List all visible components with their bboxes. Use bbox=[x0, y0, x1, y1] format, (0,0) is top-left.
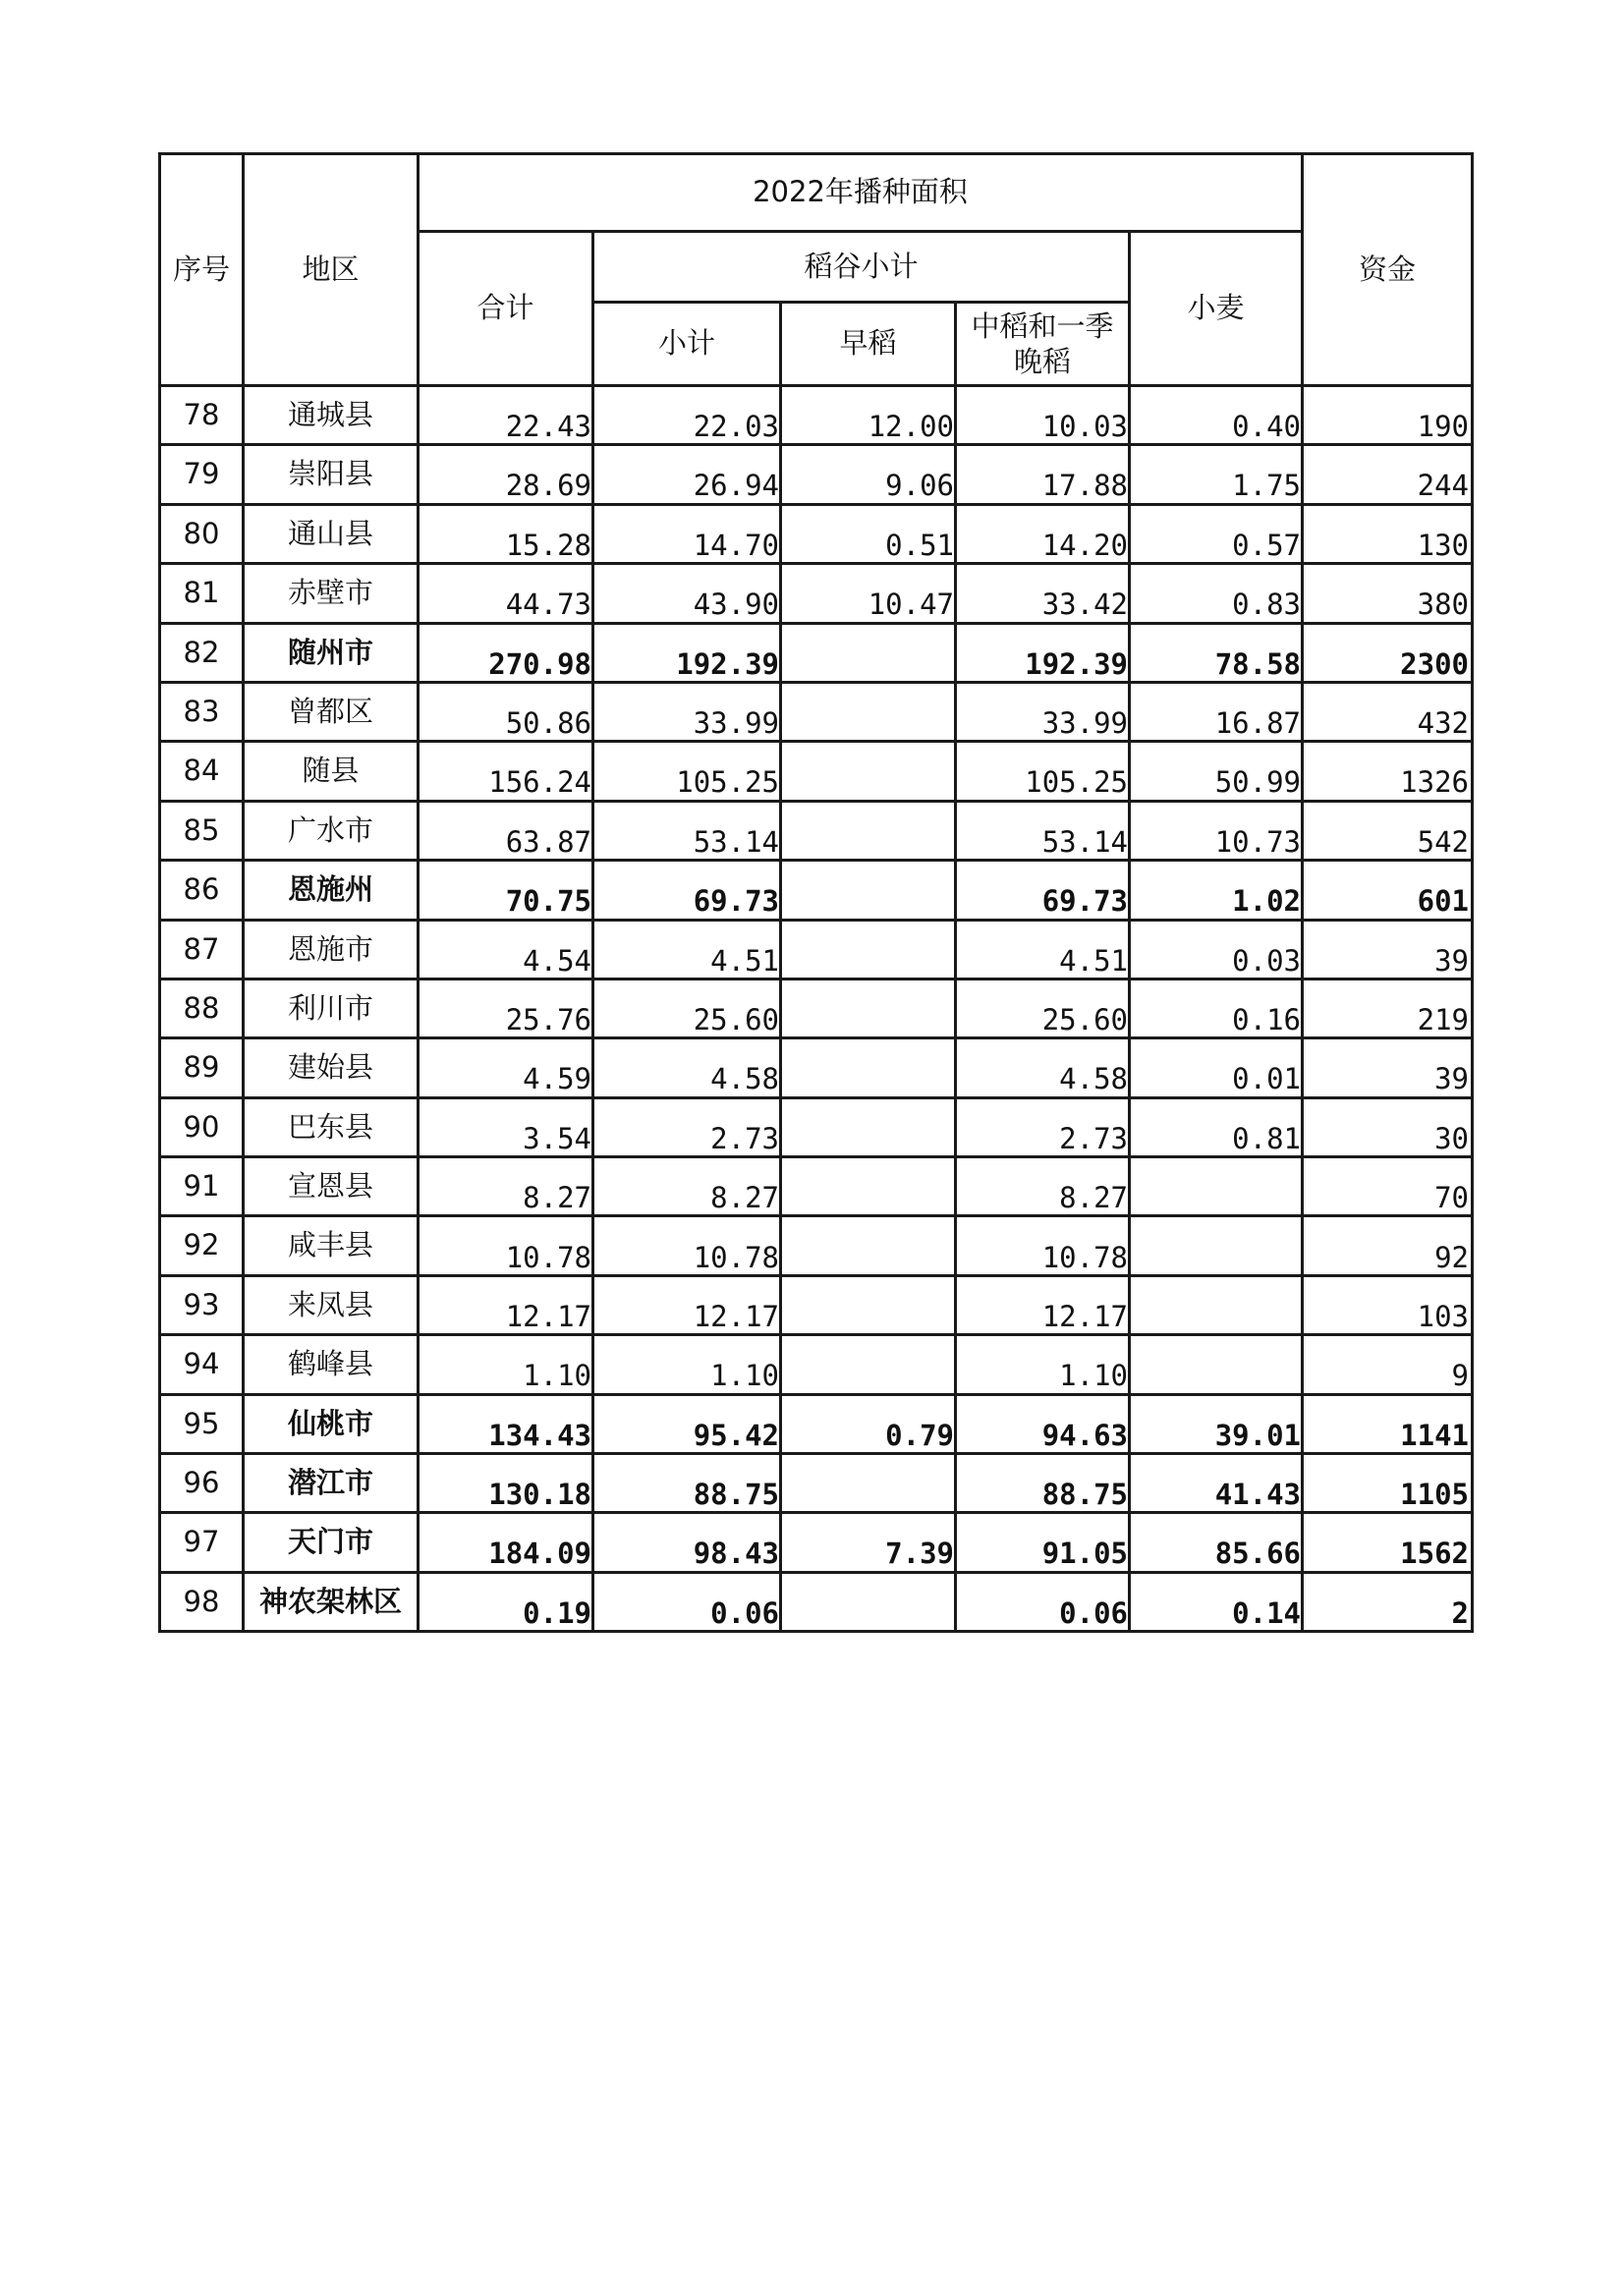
cell-rice-subtotal: 22.03 bbox=[593, 386, 781, 445]
cell-total: 0.19 bbox=[419, 1572, 593, 1631]
cell-wheat: 50.99 bbox=[1130, 742, 1303, 801]
cell-seq: 91 bbox=[160, 1157, 244, 1216]
cell-early-rice: 10.47 bbox=[781, 564, 956, 623]
cell-mid-late-rice: 1.10 bbox=[956, 1335, 1130, 1394]
cell-region: 随县 bbox=[244, 742, 419, 801]
cell-region: 仙桃市 bbox=[244, 1394, 419, 1453]
table-row bbox=[160, 920, 1473, 979]
cell-seq: 84 bbox=[160, 742, 244, 801]
cell-total: 50.86 bbox=[419, 682, 593, 741]
cell-region: 恩施州 bbox=[244, 861, 419, 920]
cell-rice-subtotal: 192.39 bbox=[593, 623, 781, 682]
cell-rice-subtotal: 0.06 bbox=[593, 1572, 781, 1631]
cell-mid-late-rice: 105.25 bbox=[956, 742, 1130, 801]
cell-funds: 542 bbox=[1303, 801, 1473, 860]
cell-mid-late-rice: 0.06 bbox=[956, 1572, 1130, 1631]
cell-early-rice bbox=[781, 1157, 956, 1216]
cell-wheat: 0.01 bbox=[1130, 1038, 1303, 1097]
cell-wheat: 0.57 bbox=[1130, 504, 1303, 563]
table-row bbox=[160, 504, 1473, 563]
cell-region: 鹤峰县 bbox=[244, 1335, 419, 1394]
cell-funds: 92 bbox=[1303, 1216, 1473, 1275]
cell-early-rice: 7.39 bbox=[781, 1513, 956, 1572]
cell-total: 63.87 bbox=[419, 801, 593, 860]
cell-funds: 130 bbox=[1303, 504, 1473, 563]
cell-early-rice: 12.00 bbox=[781, 386, 956, 445]
table-row bbox=[160, 1572, 1473, 1631]
cell-funds: 2 bbox=[1303, 1572, 1473, 1631]
cell-funds: 219 bbox=[1303, 979, 1473, 1037]
table-row bbox=[160, 682, 1473, 741]
cell-total: 28.69 bbox=[419, 445, 593, 504]
cell-region: 神农架林区 bbox=[244, 1572, 419, 1631]
cell-seq: 90 bbox=[160, 1097, 244, 1156]
table-body bbox=[160, 386, 1473, 1632]
cell-early-rice bbox=[781, 1216, 956, 1275]
cell-total: 134.43 bbox=[419, 1394, 593, 1453]
cell-mid-late-rice: 4.51 bbox=[956, 920, 1130, 979]
cell-wheat: 41.43 bbox=[1130, 1454, 1303, 1513]
cell-funds: 601 bbox=[1303, 861, 1473, 920]
header-rice-subtotal: 小计 bbox=[593, 303, 781, 386]
cell-seq: 88 bbox=[160, 979, 244, 1037]
cell-wheat bbox=[1130, 1275, 1303, 1334]
cell-wheat: 0.81 bbox=[1130, 1097, 1303, 1156]
cell-seq: 82 bbox=[160, 623, 244, 682]
table-row bbox=[160, 1275, 1473, 1334]
header-rice-group: 稻谷小计 bbox=[593, 232, 1130, 303]
cell-mid-late-rice: 88.75 bbox=[956, 1454, 1130, 1513]
cell-total: 22.43 bbox=[419, 386, 593, 445]
cell-region: 巴东县 bbox=[244, 1097, 419, 1156]
cell-mid-late-rice: 33.42 bbox=[956, 564, 1130, 623]
cell-rice-subtotal: 8.27 bbox=[593, 1157, 781, 1216]
header-seq: 序号 bbox=[160, 154, 244, 386]
cell-total: 1.10 bbox=[419, 1335, 593, 1394]
header-mid-late-rice-label: 中稻和一季晚稻 bbox=[971, 308, 1114, 378]
cell-funds: 1141 bbox=[1303, 1394, 1473, 1453]
cell-funds: 244 bbox=[1303, 445, 1473, 504]
cell-early-rice bbox=[781, 1335, 956, 1394]
cell-funds: 39 bbox=[1303, 920, 1473, 979]
cell-seq: 79 bbox=[160, 445, 244, 504]
cell-funds: 70 bbox=[1303, 1157, 1473, 1216]
cell-seq: 78 bbox=[160, 386, 244, 445]
cell-funds: 1105 bbox=[1303, 1454, 1473, 1513]
cell-total: 156.24 bbox=[419, 742, 593, 801]
cell-funds: 2300 bbox=[1303, 623, 1473, 682]
header-mid-late-rice bbox=[956, 303, 1130, 386]
cell-mid-late-rice: 4.58 bbox=[956, 1038, 1130, 1097]
planting-area-table bbox=[158, 152, 1474, 1633]
cell-region: 赤壁市 bbox=[244, 564, 419, 623]
cell-funds: 30 bbox=[1303, 1097, 1473, 1156]
cell-early-rice: 0.51 bbox=[781, 504, 956, 563]
cell-wheat bbox=[1130, 1157, 1303, 1216]
table-row bbox=[160, 386, 1473, 445]
cell-early-rice: 0.79 bbox=[781, 1394, 956, 1453]
cell-rice-subtotal: 69.73 bbox=[593, 861, 781, 920]
cell-early-rice bbox=[781, 861, 956, 920]
cell-wheat: 0.16 bbox=[1130, 979, 1303, 1037]
table-row bbox=[160, 564, 1473, 623]
cell-seq: 95 bbox=[160, 1394, 244, 1453]
cell-rice-subtotal: 4.58 bbox=[593, 1038, 781, 1097]
cell-total: 270.98 bbox=[419, 623, 593, 682]
table-row bbox=[160, 1454, 1473, 1513]
table-row bbox=[160, 623, 1473, 682]
cell-wheat: 39.01 bbox=[1130, 1394, 1303, 1453]
cell-mid-late-rice: 10.78 bbox=[956, 1216, 1130, 1275]
cell-funds: 39 bbox=[1303, 1038, 1473, 1097]
cell-wheat: 85.66 bbox=[1130, 1513, 1303, 1572]
cell-total: 8.27 bbox=[419, 1157, 593, 1216]
cell-funds: 1326 bbox=[1303, 742, 1473, 801]
cell-funds: 103 bbox=[1303, 1275, 1473, 1334]
cell-seq: 85 bbox=[160, 801, 244, 860]
cell-rice-subtotal: 1.10 bbox=[593, 1335, 781, 1394]
cell-region: 广水市 bbox=[244, 801, 419, 860]
cell-region: 崇阳县 bbox=[244, 445, 419, 504]
cell-rice-subtotal: 88.75 bbox=[593, 1454, 781, 1513]
cell-wheat: 1.75 bbox=[1130, 445, 1303, 504]
cell-mid-late-rice: 14.20 bbox=[956, 504, 1130, 563]
cell-wheat: 78.58 bbox=[1130, 623, 1303, 682]
cell-seq: 96 bbox=[160, 1454, 244, 1513]
table-row bbox=[160, 1216, 1473, 1275]
cell-total: 184.09 bbox=[419, 1513, 593, 1572]
cell-seq: 81 bbox=[160, 564, 244, 623]
cell-early-rice bbox=[781, 1097, 956, 1156]
cell-mid-late-rice: 2.73 bbox=[956, 1097, 1130, 1156]
cell-wheat: 0.14 bbox=[1130, 1572, 1303, 1631]
cell-early-rice bbox=[781, 682, 956, 741]
cell-region: 潜江市 bbox=[244, 1454, 419, 1513]
cell-wheat: 0.03 bbox=[1130, 920, 1303, 979]
cell-early-rice bbox=[781, 979, 956, 1037]
cell-wheat bbox=[1130, 1216, 1303, 1275]
cell-total: 70.75 bbox=[419, 861, 593, 920]
cell-region: 利川市 bbox=[244, 979, 419, 1037]
cell-region: 曾都区 bbox=[244, 682, 419, 741]
cell-wheat: 10.73 bbox=[1130, 801, 1303, 860]
cell-mid-late-rice: 53.14 bbox=[956, 801, 1130, 860]
table-row bbox=[160, 742, 1473, 801]
cell-rice-subtotal: 98.43 bbox=[593, 1513, 781, 1572]
header-area-group: 2022年播种面积 bbox=[419, 154, 1303, 232]
cell-total: 15.28 bbox=[419, 504, 593, 563]
cell-mid-late-rice: 94.63 bbox=[956, 1394, 1130, 1453]
cell-wheat: 0.40 bbox=[1130, 386, 1303, 445]
header-funds: 资金 bbox=[1303, 154, 1473, 386]
cell-early-rice bbox=[781, 1275, 956, 1334]
cell-wheat bbox=[1130, 1335, 1303, 1394]
cell-seq: 93 bbox=[160, 1275, 244, 1334]
table-row bbox=[160, 445, 1473, 504]
cell-wheat: 1.02 bbox=[1130, 861, 1303, 920]
cell-early-rice bbox=[781, 1038, 956, 1097]
cell-wheat: 0.83 bbox=[1130, 564, 1303, 623]
cell-region: 建始县 bbox=[244, 1038, 419, 1097]
cell-region: 通城县 bbox=[244, 386, 419, 445]
cell-region: 随州市 bbox=[244, 623, 419, 682]
cell-early-rice bbox=[781, 742, 956, 801]
cell-seq: 87 bbox=[160, 920, 244, 979]
cell-seq: 94 bbox=[160, 1335, 244, 1394]
cell-early-rice bbox=[781, 623, 956, 682]
cell-rice-subtotal: 25.60 bbox=[593, 979, 781, 1037]
cell-rice-subtotal: 12.17 bbox=[593, 1275, 781, 1334]
cell-seq: 86 bbox=[160, 861, 244, 920]
cell-wheat: 16.87 bbox=[1130, 682, 1303, 741]
header-total: 合计 bbox=[419, 232, 593, 386]
cell-rice-subtotal: 43.90 bbox=[593, 564, 781, 623]
cell-seq: 92 bbox=[160, 1216, 244, 1275]
table-row bbox=[160, 979, 1473, 1037]
cell-seq: 97 bbox=[160, 1513, 244, 1572]
cell-mid-late-rice: 8.27 bbox=[956, 1157, 1130, 1216]
cell-funds: 9 bbox=[1303, 1335, 1473, 1394]
cell-seq: 83 bbox=[160, 682, 244, 741]
cell-rice-subtotal: 53.14 bbox=[593, 801, 781, 860]
cell-rice-subtotal: 105.25 bbox=[593, 742, 781, 801]
table-row bbox=[160, 1157, 1473, 1216]
table-row bbox=[160, 1513, 1473, 1572]
table-row bbox=[160, 1394, 1473, 1453]
cell-early-rice bbox=[781, 801, 956, 860]
cell-region: 咸丰县 bbox=[244, 1216, 419, 1275]
cell-mid-late-rice: 69.73 bbox=[956, 861, 1130, 920]
table-row bbox=[160, 801, 1473, 860]
cell-early-rice bbox=[781, 1454, 956, 1513]
cell-total: 4.54 bbox=[419, 920, 593, 979]
cell-rice-subtotal: 2.73 bbox=[593, 1097, 781, 1156]
cell-region: 宣恩县 bbox=[244, 1157, 419, 1216]
cell-region: 天门市 bbox=[244, 1513, 419, 1572]
cell-early-rice bbox=[781, 1572, 956, 1631]
cell-total: 25.76 bbox=[419, 979, 593, 1037]
cell-rice-subtotal: 14.70 bbox=[593, 504, 781, 563]
cell-region: 来凤县 bbox=[244, 1275, 419, 1334]
cell-region: 通山县 bbox=[244, 504, 419, 563]
cell-mid-late-rice: 33.99 bbox=[956, 682, 1130, 741]
cell-total: 44.73 bbox=[419, 564, 593, 623]
cell-total: 3.54 bbox=[419, 1097, 593, 1156]
cell-early-rice: 9.06 bbox=[781, 445, 956, 504]
table-row bbox=[160, 1038, 1473, 1097]
cell-rice-subtotal: 4.51 bbox=[593, 920, 781, 979]
cell-mid-late-rice: 12.17 bbox=[956, 1275, 1130, 1334]
cell-mid-late-rice: 91.05 bbox=[956, 1513, 1130, 1572]
cell-total: 4.59 bbox=[419, 1038, 593, 1097]
cell-funds: 380 bbox=[1303, 564, 1473, 623]
table-row bbox=[160, 1097, 1473, 1156]
cell-rice-subtotal: 95.42 bbox=[593, 1394, 781, 1453]
cell-rice-subtotal: 26.94 bbox=[593, 445, 781, 504]
cell-region: 恩施市 bbox=[244, 920, 419, 979]
cell-total: 10.78 bbox=[419, 1216, 593, 1275]
cell-early-rice bbox=[781, 920, 956, 979]
cell-mid-late-rice: 192.39 bbox=[956, 623, 1130, 682]
cell-mid-late-rice: 17.88 bbox=[956, 445, 1130, 504]
cell-mid-late-rice: 25.60 bbox=[956, 979, 1130, 1037]
cell-funds: 190 bbox=[1303, 386, 1473, 445]
cell-rice-subtotal: 33.99 bbox=[593, 682, 781, 741]
header-region: 地区 bbox=[244, 154, 419, 386]
header-wheat: 小麦 bbox=[1130, 232, 1303, 386]
cell-funds: 1562 bbox=[1303, 1513, 1473, 1572]
cell-seq: 98 bbox=[160, 1572, 244, 1631]
cell-seq: 80 bbox=[160, 504, 244, 563]
cell-total: 12.17 bbox=[419, 1275, 593, 1334]
header-early-rice: 早稻 bbox=[781, 303, 956, 386]
cell-funds: 432 bbox=[1303, 682, 1473, 741]
cell-mid-late-rice: 10.03 bbox=[956, 386, 1130, 445]
cell-seq: 89 bbox=[160, 1038, 244, 1097]
cell-total: 130.18 bbox=[419, 1454, 593, 1513]
table-row bbox=[160, 1335, 1473, 1394]
table-row bbox=[160, 861, 1473, 920]
cell-rice-subtotal: 10.78 bbox=[593, 1216, 781, 1275]
